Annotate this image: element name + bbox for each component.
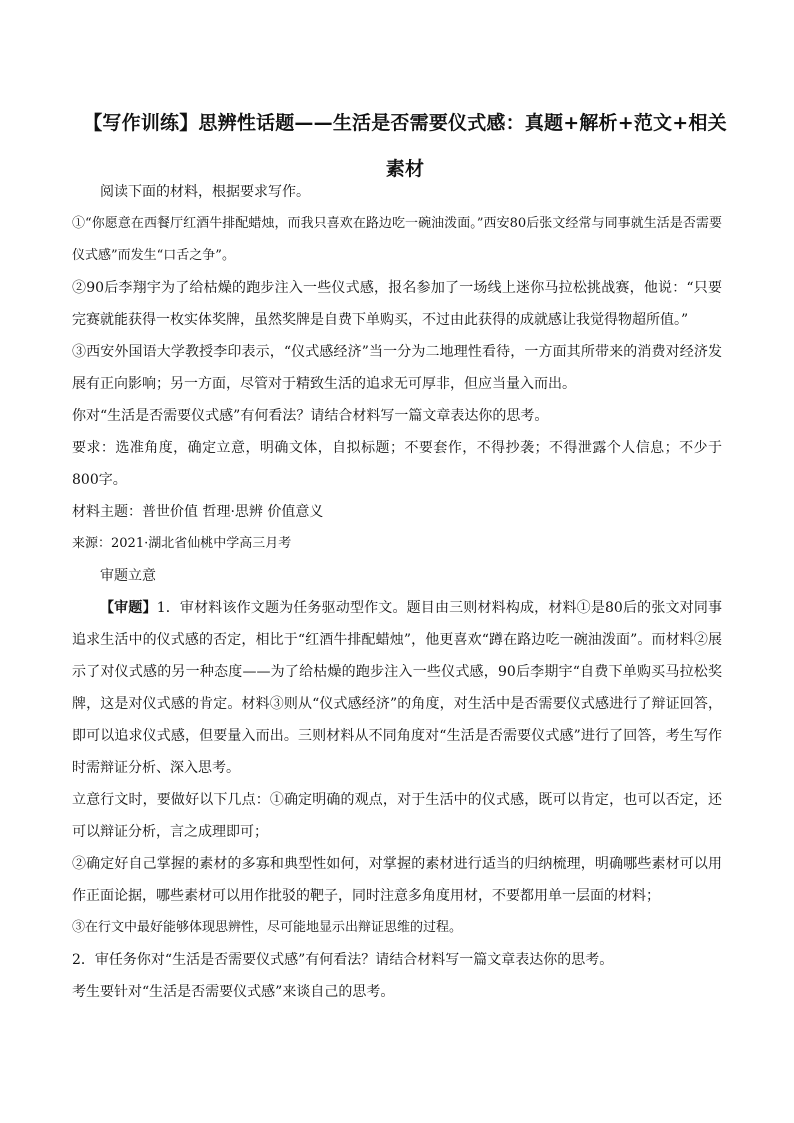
theme-line: 材料主题：普世价值 哲理·思辨 价值意义: [72, 504, 324, 520]
analysis-label: 【审题】: [100, 600, 157, 616]
point-intro-paragraph: 立意行文时，要做好以下几点：①确定明确的观点，对于生活中的仪式感，既可以肯定，也可以否定，还可以辩证分析，言之成理即可；: [72, 792, 722, 840]
requirement-paragraph: 要求：选准角度，确定立意，明确文体，自拟标题；不要套作，不得抄袭；不得泄露个人信息；不少于800字。: [72, 440, 722, 488]
source-line: 来源：2021·湖北省仙桃中学高三月考: [72, 536, 292, 551]
question-paragraph: 你对“生活是否需要仪式感”有何看法？请结合材料写一篇文章表达你的思考。: [72, 408, 549, 424]
task-2-paragraph: 2．审任务你对“生活是否需要仪式感”有何看法？请结合材料写一篇文章表达你的思考。: [72, 952, 614, 968]
analysis-text: 1．审材料该作文题为任务驱动型作文。题目由三则材料构成，材料①是80后的张文对同事追求生活中的仪式感的否定，相比于“红酒牛排配蜡烛”，他更喜欢“蹲在路边吃一碗油泼面”。而材料②展示了对仪式感的另一种态度——为了给枯燥的跑步注入一些仪式感，90后李期宇“自费下单购买马拉松奖牌，这是对仪式感的肯定。材料③则从“仪式感经济”的角度，对生活中是否需要仪式感进行了辩证回答，即可以追求仪式感，但要量入而出。三则材料从不同角度对“生活是否需要仪式感”进行了回答，考生写作时需辩证分析、深入思考。: [72, 600, 722, 776]
title-line-2: 素材: [385, 158, 425, 180]
title-line-1: 【写作训练】思辨性话题——生活是否需要仪式感：真题+解析+范文+相关: [83, 112, 727, 134]
document-body: [72, 176, 722, 1008]
material-3: ③西安外国语大学教授李印表示，“仪式感经济”当一分为二地理性看待，一方面其所带来的消费对经济发展有正向影响；另一方面，尽管对于精致生活的追求无可厚非，但应当量入而出。: [72, 344, 722, 392]
intro-paragraph: 阅读下面的材料，根据要求写作。: [100, 184, 310, 200]
point-3-paragraph: ③在行文中最好能够体现思辨性，尽可能地显示出辩证思维的过程。: [72, 920, 463, 935]
material-2: ②90后李翔宇为了给枯燥的跑步注入一些仪式感，报名参加了一场线上迷你马拉松挑战赛，他说：“只要完赛就能获得一枚实体奖牌，虽然奖牌是自费下单购买，不过由此获得的成就感让我觉得物超所值。”: [72, 280, 722, 328]
analysis-paragraph: [72, 592, 722, 784]
point-2-paragraph: ②确定好自己掌握的素材的多寡和典型性如何，对掌握的素材进行适当的归纳梳理，明确哪些素材可以用作正面论据，哪些素材可以用作批驳的靶子，同时注意多角度用材，不要都用单一层面的材料；: [72, 856, 722, 904]
closing-paragraph: 考生要针对“生活是否需要仪式感”来谈自己的思考。: [72, 984, 395, 1000]
section-heading: 审题立意: [100, 568, 156, 584]
material-1: ①“你愿意在西餐厅红酒牛排配蜡烛，而我只喜欢在路边吃一碗油泼面。”西安80后张文经常与同事就生活是否需要仪式感”而发生“口舌之争”。: [72, 216, 722, 263]
